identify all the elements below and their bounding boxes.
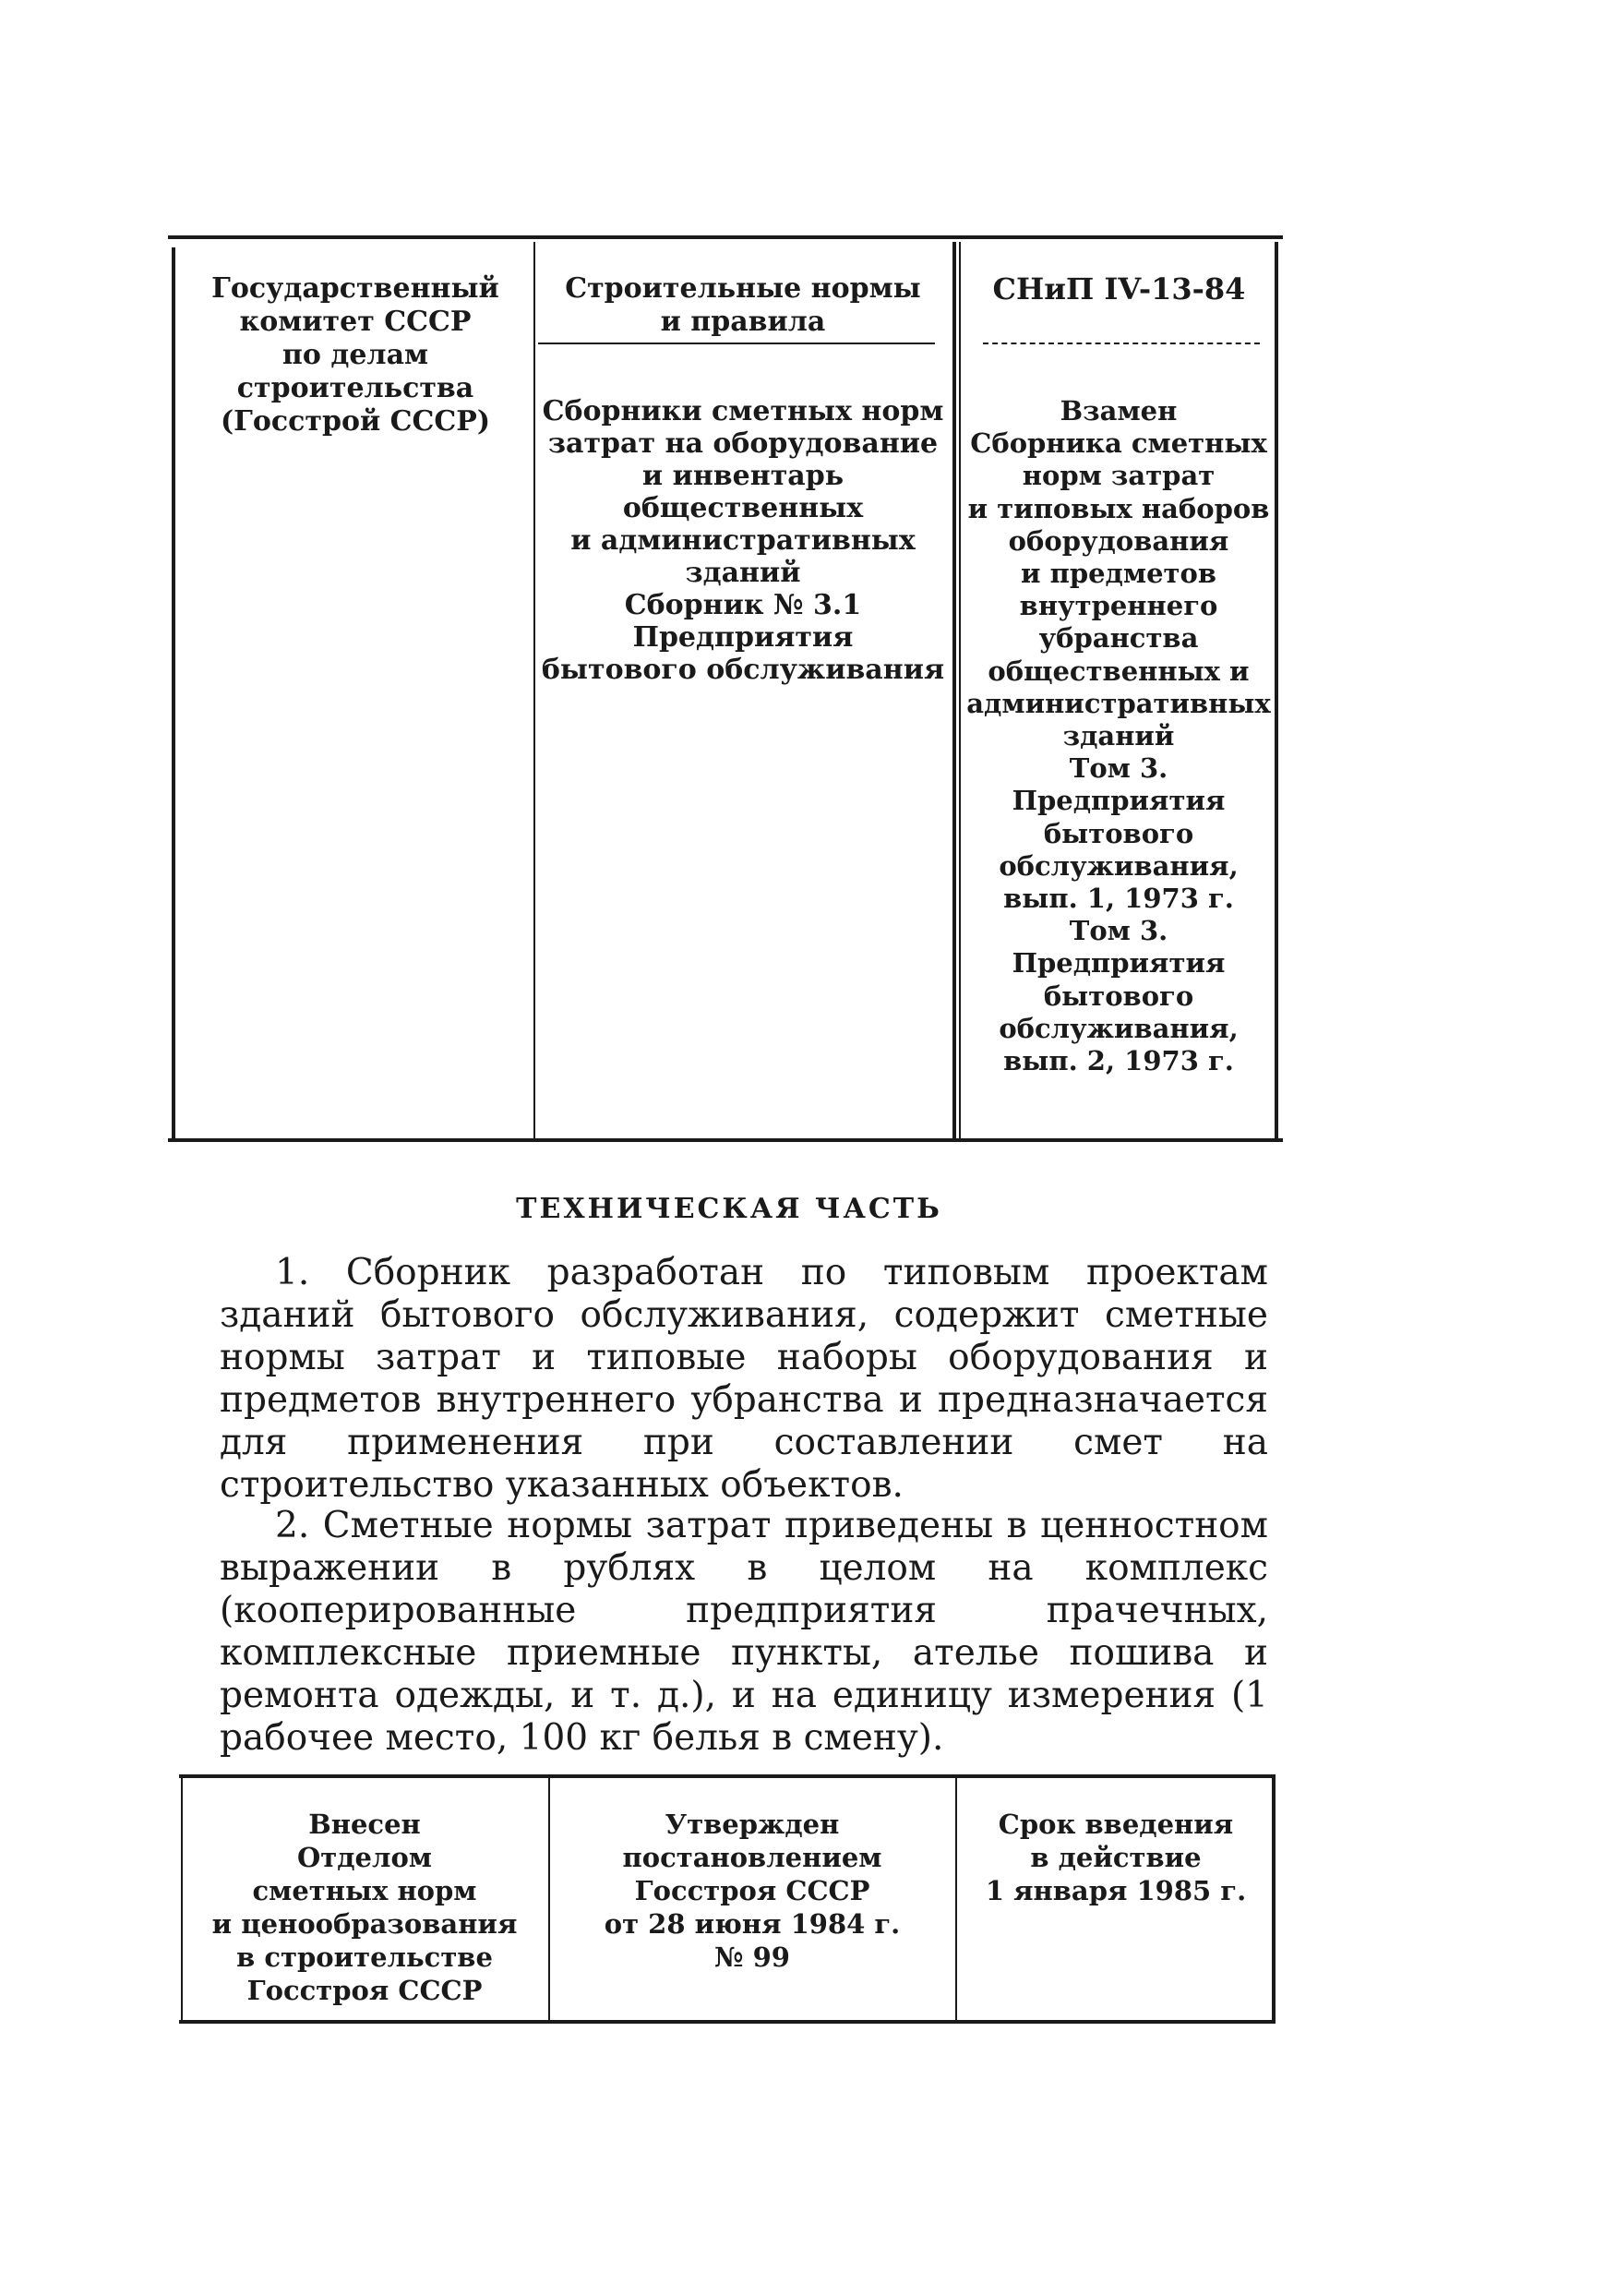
header-table-bottom-rule (168, 1138, 1283, 1142)
header-table-divider-1 (533, 242, 535, 1141)
footer-table-divider-2 (955, 1778, 957, 2022)
header-table-left-border (172, 247, 175, 1141)
section-title: ТЕХНИЧЕСКАЯ ЧАСТЬ (516, 1193, 942, 1225)
header-table-divider-2 (952, 242, 956, 1141)
approved-by: Утвержден постановлением Госстроя СССР от 28 июня 1984 г. № 99 (604, 1809, 901, 1973)
paragraph-2: 2. Сметные нормы затрат приведены в ценностном выражении в рублях в целом на комплекс (кооперированные предприятия прачечных, комплексные приемные пункты, ателье пошива и ремонта одежды, и т. д.), и на единицу измерения (1 рабочее место, 100 кг белья в смену). (220, 1505, 1268, 1759)
header-table-top-rule (168, 235, 1283, 239)
effective-date: Срок введения в действие 1 января 1985 г. (985, 1809, 1247, 1906)
footer-table-bottom-rule (179, 2020, 1276, 2024)
norms-title: Строительные нормы и правила (565, 272, 921, 338)
header-code-dashed-rule (983, 343, 1260, 344)
replaces-documents: Взамен Сборника сметных норм затрат и типовых наборов оборудования и предметов внутреннего убранства общественных и административных зданий Том 3. Предприятия бытового обслуживания, вып. 1, 1973 г. Том 3. Предприятия бытового обслуживания, вып. 2, 1973 г. (966, 395, 1271, 1077)
header-middle-rule (538, 343, 935, 344)
footer-table-divider-1 (548, 1778, 550, 2022)
collection-title: Сборники сметных норм затрат на оборудование и инвентарь общественных и административных зданий Сборник № 3.1 Предприятия бытового обслуживания (541, 395, 945, 686)
submitted-by: Внесен Отделом сметных норм и ценообразования в строительстве Госстроя СССР (211, 1809, 518, 2006)
issuing-organization: Государственный комитет СССР по делам строительства (Госстрой СССР) (211, 272, 499, 438)
footer-table-top-rule (179, 1774, 1276, 1778)
document-code: СНиП IV-13-84 (992, 271, 1246, 307)
footer-table-right-border (1272, 1778, 1276, 2022)
footer-table-left-border (181, 1778, 183, 2022)
paragraph-1: 1. Сборник разработан по типовым проектам зданий бытового обслуживания, содержит сметные нормы затрат и типовые наборы оборудования и предметов внутреннего убранства и предназначается для применения при составлении смет на строительство указанных объектов. (220, 1252, 1268, 1506)
